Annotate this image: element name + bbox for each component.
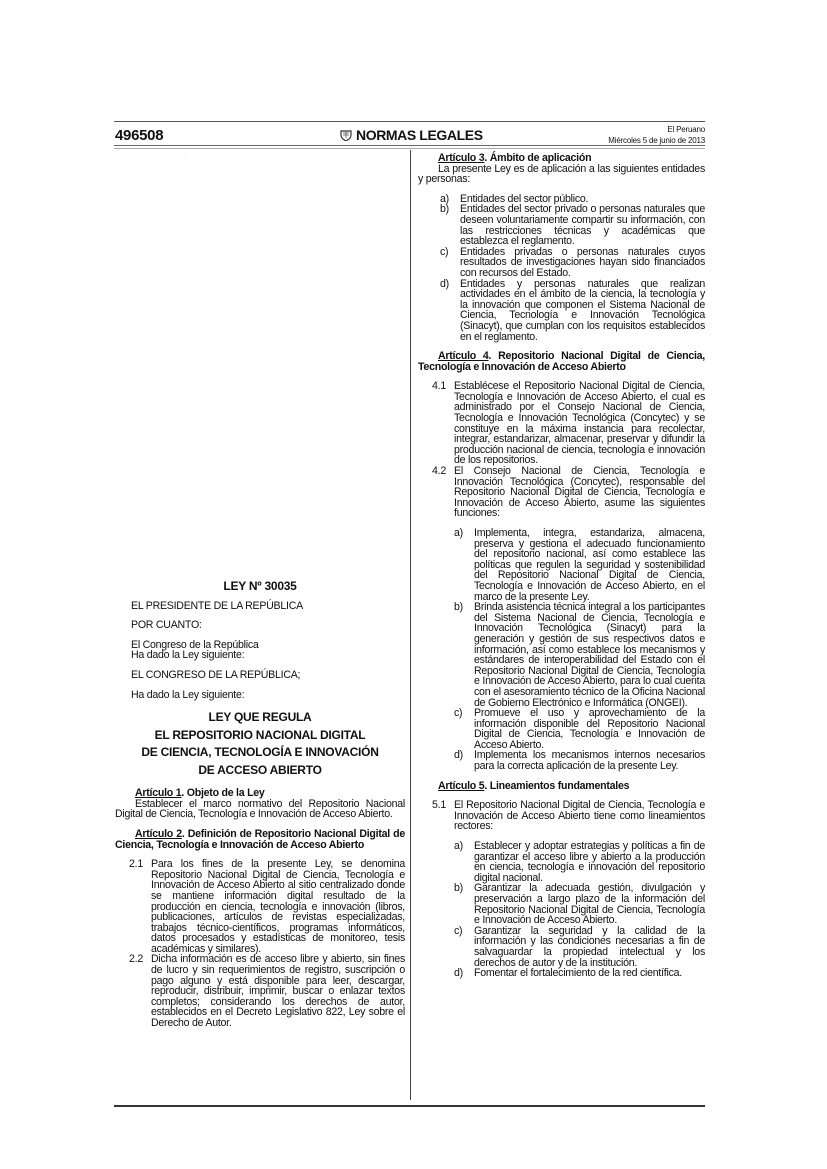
article-label: Artículo 3: [438, 152, 485, 164]
item-text: El Repositorio Nacional Digital de Ciencia, Tecnología e Innovación de Acceso Abierto tiene como lineamientos rectores:: [454, 799, 705, 833]
page-number: 496508: [115, 127, 164, 144]
item-letter: d): [454, 967, 463, 980]
numbered-item: [115, 859, 405, 954]
law-title-line: DE CIENCIA, TECNOLOGÍA E INNOVACIÓN: [141, 745, 379, 760]
list-item: [418, 750, 705, 771]
numbered-item: [418, 466, 705, 519]
item-letter: d): [454, 749, 463, 762]
faded-text: · · · · · · · ·: [176, 152, 239, 159]
law-title: [115, 709, 405, 779]
item-text: Brinda asistencia técnica integral a los participantes del Sistema Nacional de Ciencia, Tecnología e Innovación Tecnológica (Sinacyt) para la generación y gestión de sus respectivos datos e información, así como establece los mecanismos y estándares de interoperabilidad del Estado con el Repositorio Nacional Digital de Ciencia, Tecnología e Innovación de Acceso Abierto, para lo cual cuenta con el asesoramiento técnico de la Oficina Nacional de Gobierno Electrónico e Informática (ONGEI).: [474, 601, 705, 709]
list-item: [418, 602, 705, 708]
item-text: Entidades privadas o personas naturales cuyos resultados de investigaciones hayan sido financiados con recursos del Estado.: [460, 245, 705, 279]
right-column: [418, 153, 705, 979]
item-letter: c): [454, 924, 463, 937]
article-5-heading: [418, 781, 705, 792]
item-number: 2.1: [129, 858, 143, 871]
item-text: Entidades y personas naturales que realizan actividades en el ámbito de la ciencia, la tecnología y la innovación que componen el Sistema Nacional de Ciencia, Tecnología e Innovación Tecnológica (Sinacyt), que cumplan con los requisitos establecidos en el reglamento.: [460, 277, 705, 343]
item-letter: b): [454, 882, 463, 895]
item-text: Garantizar la seguridad y la calidad de la información y las condiciones necesarias a fin de salvaguardar la propiedad intelectual y los derechos de autor y de la institución.: [474, 924, 705, 969]
item-text: Implementa los mecanismos internos necesarios para la correcta aplicación de la presente Ley.: [474, 749, 705, 773]
article-3-heading: [418, 153, 705, 164]
article-title: . Repositorio Nacional Digital de Ciencia, Tecnología e Innovación de Acceso Abierto: [418, 350, 706, 373]
item-letter: c): [454, 707, 463, 720]
congreso-line-2: Ha dado la Ley siguiente:: [131, 649, 245, 662]
item-text: El Consejo Nacional de Ciencia, Tecnología e Innovación Tecnológica (Concytec), responsable del Repositorio Nacional Digital de Ciencia, Tecnología e Innovación de Acceso Abierto, asume las siguientes funciones:: [454, 465, 705, 520]
article-3-intro: La presente Ley es de aplicación a las siguientes entidades y personas:: [418, 162, 705, 186]
congreso-line-4: Ha dado la Ley siguiente:: [131, 688, 245, 701]
publication-name: El Peruano: [667, 125, 705, 134]
article-label: Artículo 2: [135, 827, 182, 840]
item-text: Implementa, integra, estandariza, almacena, preserva y gestiona el adecuado funcionamiento del repositorio nacional, así como establece las políticas que regulen la seguridad y sostenibilidad del Repositorio Nacional Digital de Ciencia, Tecnología e Innovación de Acceso Abierto, en el marco de la presente Ley.: [474, 527, 705, 603]
header-top-rule: [114, 121, 705, 122]
left-column: [115, 581, 405, 1029]
article-title: . Lineamientos fundamentales: [484, 779, 630, 792]
list-item: [418, 968, 705, 979]
congreso-line-1: El Congreso de la República: [131, 638, 259, 651]
list-item: [418, 841, 705, 883]
law-title-line: EL REPOSITORIO NACIONAL DIGITAL: [154, 727, 366, 742]
footer-rule: [114, 1105, 705, 1107]
masthead: [340, 127, 483, 143]
numbered-item: [115, 954, 405, 1028]
item-letter: b): [440, 203, 449, 216]
article-label: Artículo 4: [438, 350, 489, 363]
article-title: . Definición de Repositorio Nacional Digital de Ciencia, Tecnología e Innovación de Acceso Abierto: [115, 827, 405, 851]
congreso-line-3: EL CONGRESO DE LA REPÚBLICA;: [131, 668, 301, 681]
president-line: EL PRESIDENTE DE LA REPÚBLICA: [131, 599, 303, 612]
item-text: Para los fines de la presente Ley, se denomina Repositorio Nacional Digital de Ciencia, Tecnología e Innovación de Acceso Abierto al sitio centralizado donde se mantiene información digital resultado de la producción en ciencia, tecnología e innovación (libros, publicaciones, artículos de revistas especializadas, trabajos técnico-científicos, programas informáticos, datos procesados y estadísticas de monitoreo, tesis académicas y similares).: [151, 858, 405, 955]
column-divider: [410, 150, 411, 1100]
item-letter: a): [454, 840, 463, 853]
article-1-text: Establecer el marco normativo del Repositorio Nacional Digital de Ciencia, Tecnología e Innovación de Acceso Abierto.: [115, 797, 405, 821]
list-item: [418, 279, 705, 343]
list-item: [418, 708, 705, 750]
list-item: [418, 926, 705, 968]
item-letter: c): [440, 245, 449, 258]
article-label: Artículo 1: [135, 787, 182, 800]
list-item: [418, 247, 705, 279]
article-2-heading: [115, 829, 405, 850]
item-letter: d): [440, 277, 449, 290]
list-item: [418, 883, 705, 925]
item-text: Garantizar la adecuada gestión, divulgación y preservación a largo plazo de la información del Repositorio Nacional Digital de Ciencia, Tecnología e Innovación de Acceso Abierto.: [474, 882, 705, 927]
article-label: Artículo 5: [438, 779, 485, 792]
list-item: [418, 528, 705, 602]
item-text: Dicha información es de acceso libre y abierto, sin fines de lucro y sin requerimientos de registro, suscripción o pago alguno y está disponible para leer, descargar, reproducir, distribuir, imprimir, buscar o enlazar textos completos; considerando los derechos de autor, establecidos en el Decreto Legislativo 822, Ley sobre el Derecho de Autor.: [151, 953, 405, 1030]
item-text: Entidades del sector público.: [460, 192, 589, 205]
por-cuanto: POR CUANTO:: [131, 619, 202, 632]
item-text: Establecer y adoptar estrategias y políticas a fin de garantizar el acceso libre y abierto a la producción en ciencia, tecnología e innovación del repositorio digital nacional.: [474, 840, 705, 884]
numbered-item: [418, 381, 705, 466]
item-letter: a): [454, 527, 463, 539]
item-number: 5.1: [432, 799, 446, 812]
header-bottom-rule: [114, 145, 705, 149]
law-title-line: DE ACCESO ABIERTO: [198, 762, 322, 777]
item-number: 4.1: [432, 380, 446, 393]
item-number: 2.2: [129, 953, 143, 966]
item-letter: b): [454, 601, 463, 614]
article-4-heading: [418, 351, 705, 372]
numbered-item: [418, 800, 705, 832]
publication-info: [608, 124, 705, 146]
publication-date: Miércoles 5 de junio de 2013: [608, 136, 705, 145]
item-text: Promueve el uso y aprovechamiento de la información disponible del Repositorio Nacional Digital de Ciencia, Tecnología e Innovación de Acceso Abierto.: [474, 707, 705, 751]
list-item: [418, 204, 705, 246]
item-text: Fomentar el fortalecimiento de la red científica.: [474, 967, 682, 980]
article-title: . Objeto de la Ley: [181, 787, 265, 800]
law-number: LEY Nº 30035: [223, 579, 297, 593]
article-title: . Ámbito de aplicación: [484, 152, 592, 164]
law-title-line: LEY QUE REGULA: [208, 710, 312, 725]
masthead-title: NORMAS LEGALES: [356, 127, 483, 143]
item-letter: a): [440, 192, 449, 205]
item-text: Entidades del sector privado o personas naturales que deseen voluntariamente compartir su información, con las restricciones técnicas y académicas que establezca el reglamento.: [460, 203, 705, 248]
item-number: 4.2: [432, 465, 446, 478]
item-text: Establécese el Repositorio Nacional Digital de Ciencia, Tecnología e Innovación de Acceso Abierto, el cual es administrado por el Consejo Nacional de Ciencia, Tecnología e Innovación Tecnológica (Concytec) y se constituye en la máxima instancia para recolectar, integrar, estandarizar, almacenar, preservar y difundir la producción nacional de ciencia, tecnología e innovación de los repositorios.: [454, 380, 705, 467]
coat-of-arms-icon: [340, 129, 352, 141]
